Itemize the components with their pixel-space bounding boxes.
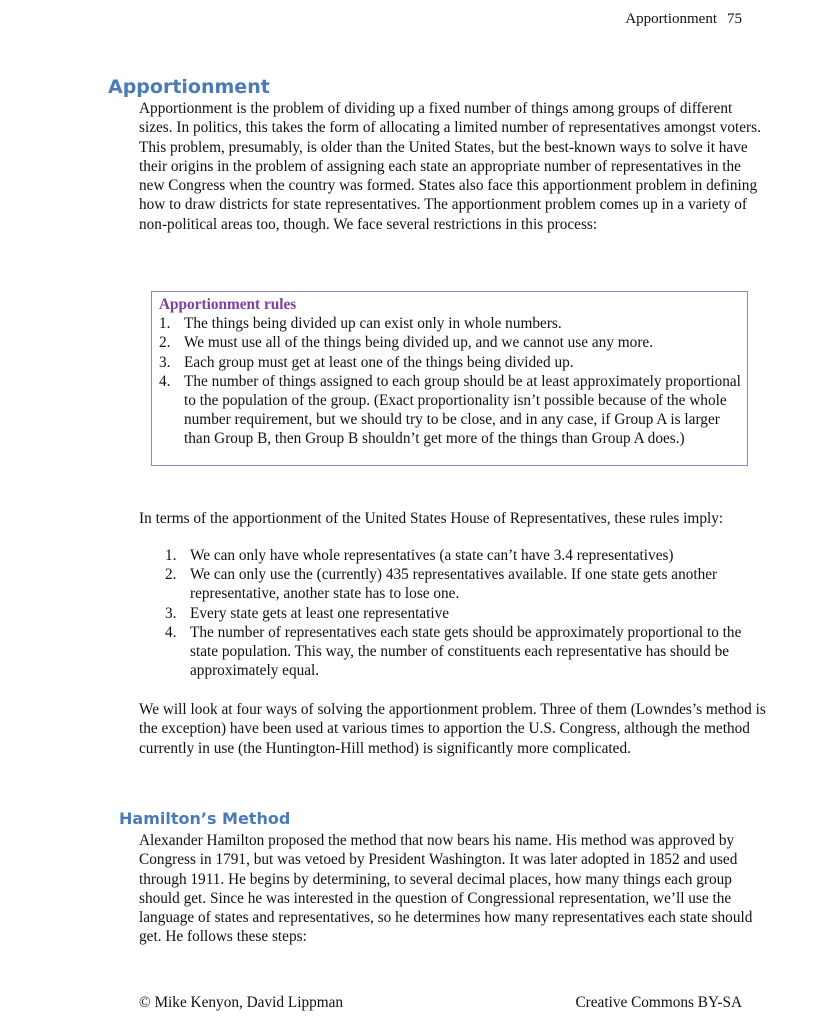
house-rules-list <box>165 546 762 680</box>
list-number: 4. <box>159 372 171 390</box>
house-rules-intro: In terms of the apportionment of the United States House of Representatives, these rules imply: <box>139 510 724 527</box>
intro-paragraph: Apportionment is the problem of dividing up a fixed number of things among groups of different sizes. In politics, this takes the form of allocating a limited number of representatives amongst voters. This problem, presumably, is older than the United States, but the best-known ways to solve it have their origins in the problem of assigning each state an appropriate number of representatives in the new Congress when the country was formed. States also face this apportionment problem in defining how to draw districts for state representatives. The apportionment problem comes up in a variety of non-political areas too, though. We face several restrictions in this process: <box>139 100 761 233</box>
rules-box-title: Apportionment rules <box>159 296 297 313</box>
list-item <box>165 546 762 565</box>
running-header <box>625 11 742 28</box>
list-number: 4. <box>165 623 177 641</box>
footer-authors: © Mike Kenyon, David Lippman <box>139 994 344 1011</box>
list-text: We can only have whole representatives (a state can’t have 3.4 representatives) <box>190 547 674 564</box>
list-text: Every state gets at least one representative <box>190 604 450 622</box>
apportionment-rules-box <box>151 291 748 466</box>
list-number: 3. <box>165 604 177 622</box>
hamilton-method-heading: Hamilton’s Method <box>119 809 291 828</box>
list-text: We can only use the (currently) 435 representatives available. If one state gets another representative, another state has to lose one. <box>190 566 718 603</box>
footer-license: Creative Commons BY-SA <box>575 994 742 1011</box>
list-number: 2. <box>165 566 177 584</box>
list-text: We must use all of the things being divided up, and we cannot use any more. <box>184 334 654 352</box>
list-number: 3. <box>159 353 171 371</box>
list-number: 1. <box>159 315 171 333</box>
header-section-title: Apportionment <box>625 11 717 27</box>
list-text: The number of things assigned to each group should be at least approximately proportional to the population of the group. (Exact proportionality isn’t possible because of the whole number requirement, but we should try to be close, and in any case, if Group A is larger than Group B, then Group B shouldn’t get more of the things than Group A does.) <box>184 372 741 448</box>
page-number: 75 <box>727 11 742 27</box>
methods-paragraph: We will look at four ways of solving the apportionment problem. Three of them (Lowndes’s method is the exception) have been used at various times to apportion the U.S. Congress, although the method currently in use (the Huntington-Hill method) is significantly more complicated. <box>139 701 766 757</box>
list-item <box>165 623 762 681</box>
list-number: 1. <box>165 547 177 564</box>
list-text: The things being divided up can exist only in whole numbers. <box>184 315 562 333</box>
rules-list <box>159 314 741 448</box>
list-number: 2. <box>159 334 171 352</box>
list-item <box>165 604 762 623</box>
list-item <box>159 333 741 352</box>
list-item <box>159 314 741 333</box>
hamilton-paragraph: Alexander Hamilton proposed the method that now bears his name. His method was approved by Congress in 1791, but was vetoed by President Washington. It was later adopted in 1852 and used through 1911. He begins by determining, to several decimal places, how many things each group should get. Since he was interested in the question of Congressional representation, we’ll use the language of states and representatives, so he determines how many representatives each state should get. He follows these steps: <box>139 832 753 946</box>
list-text: The number of representatives each state gets should be approximately proportional to the state population. This way, the number of constituents each representative has should be approximately equal. <box>190 623 742 680</box>
list-item <box>159 353 741 372</box>
list-text: Each group must get at least one of the things being divided up. <box>184 353 574 371</box>
list-item <box>165 565 762 603</box>
list-item <box>159 372 741 449</box>
section-title: Apportionment <box>108 76 270 98</box>
